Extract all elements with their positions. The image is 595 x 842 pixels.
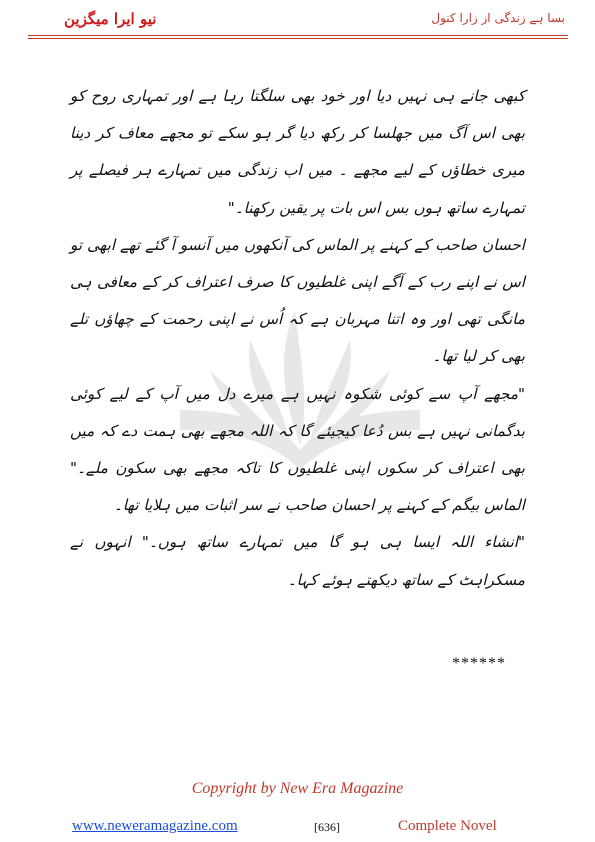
story-body <box>70 78 525 599</box>
paragraph: "انشاء اللہ ایسا ہی ہو گا میں تمہارے ساتھ ہوں۔" انہوں نے مسکراہٹ کے ساتھ دیکھتے ہوئے کہا۔ <box>70 533 525 589</box>
paragraph: کبھی جانے ہی نہیں دیا اور خود بھی سلگتا رہا ہے اور تمہاری روح کو بھی اس آگ میں جھلسا کر رکھ دیا گر ہو سکے تو مجھے معاف کر دینا میری خطاؤں کے لیے مجھے ۔ میں اب زندگی میں تمہارے ہر فیصلے پر تمہارے ساتھ ہوں بس اس بات پر یقین رکھنا۔" <box>70 87 525 217</box>
magazine-name: نیو ایرا میگزین <box>64 10 157 28</box>
paragraph: "مجھے آپ سے کوئی شکوہ نہیں ہے میرے دل میں آپ کے لیے کوئی بدگمانی نہیں ہے بس دُعا کیجیئے گا کہ اللہ مجھے بھی ہمت دے کہ میں بھی اعتراف کر سکوں اپنی غلطیوں کا تاکہ مجھے بھی سکون ملے۔" الماس بیگم کے کہنے پر احسان صاحب نے سر اثبات میں ہلایا تھا۔ <box>70 384 525 515</box>
footer-title: Complete Novel <box>398 818 497 834</box>
section-separator: ****** <box>452 655 506 672</box>
website-link[interactable]: www.neweramagazine.com <box>72 818 238 834</box>
story-title: بسا ہے زندگی از زارا کنول <box>431 11 565 25</box>
header-divider-secondary <box>28 38 568 39</box>
copyright-notice: Copyright by New Era Magazine <box>191 780 404 797</box>
paragraph: احسان صاحب کے کہنے پر الماس کی آنکھوں میں آنسو آ گئے تھے ابھی تو اس نے اپنے رب کے آگے اپنی غلطیوں کا صرف اعتراف کر کے معافی ہی مانگی تھی اور وہ اتنا مہربان ہے کہ اُس نے اپنی رحمت کے چھاؤں تلے بھی کر لیا تھا۔ <box>70 235 525 366</box>
page-header <box>0 0 595 30</box>
page-number: [636] <box>314 820 340 834</box>
header-divider <box>28 35 568 36</box>
